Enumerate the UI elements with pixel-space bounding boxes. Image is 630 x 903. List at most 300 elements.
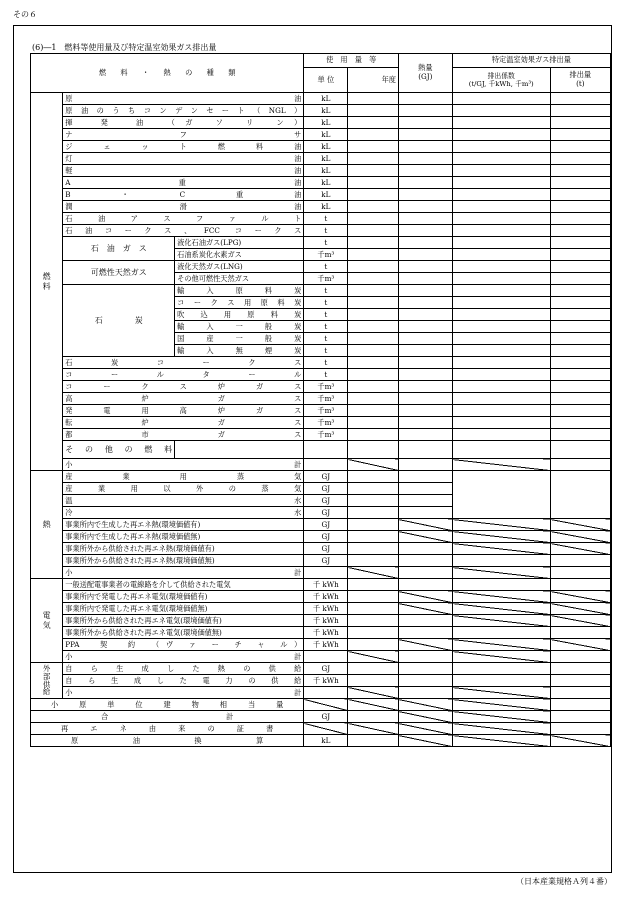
row-unit: GJ <box>304 483 348 495</box>
factor-cell[interactable] <box>452 381 550 393</box>
emission-cell[interactable] <box>550 345 610 357</box>
row-label: 軽 油 <box>63 165 304 177</box>
disabled-cell <box>452 687 550 699</box>
amount-cell[interactable] <box>348 591 399 603</box>
factor-cell[interactable] <box>452 333 550 345</box>
emission-cell[interactable] <box>550 567 610 579</box>
amount-cell[interactable] <box>348 639 399 651</box>
row-label: 自 ら 生 成 し た 電 力 の 供 給 <box>63 675 304 687</box>
emission-cell[interactable] <box>550 201 610 213</box>
amount-cell[interactable] <box>348 165 399 177</box>
amount-cell[interactable] <box>348 519 399 531</box>
row-label: 石 炭 コ ー ク ス <box>63 357 304 369</box>
row-label: 温 水 <box>63 495 304 507</box>
row-unit <box>304 651 348 663</box>
disabled-cell <box>550 591 610 603</box>
row-label: 再 エ ネ 由 来 の 証 書 <box>31 723 304 735</box>
heat-cell[interactable] <box>398 567 452 579</box>
amount-cell[interactable] <box>348 627 399 639</box>
group-electricity: 電 気 <box>31 579 63 663</box>
emission-cell[interactable] <box>550 429 610 441</box>
factor-cell[interactable] <box>452 189 550 201</box>
amount-cell[interactable] <box>348 531 399 543</box>
row-unit[interactable] <box>304 441 348 459</box>
emission-cell[interactable] <box>550 663 610 675</box>
factor-cell[interactable] <box>452 237 550 249</box>
row-unit: t <box>304 321 348 333</box>
disabled-cell <box>348 459 399 471</box>
factor-cell[interactable] <box>452 153 550 165</box>
row-unit: kL <box>304 189 348 201</box>
heat-cell[interactable] <box>398 393 452 405</box>
row-unit: kL <box>304 177 348 189</box>
row-label: 産 業 用 以 外 の 蒸 気 <box>63 483 304 495</box>
emission-cell[interactable] <box>550 555 610 567</box>
row-label: 合 計 <box>31 711 304 723</box>
factor-cell[interactable] <box>452 417 550 429</box>
disabled-cell <box>398 723 452 735</box>
amount-cell[interactable] <box>348 129 399 141</box>
amount-cell[interactable] <box>348 369 399 381</box>
emission-cell[interactable] <box>550 459 610 471</box>
heat-cell[interactable] <box>398 117 452 129</box>
heat-cell[interactable] <box>398 285 452 297</box>
amount-cell[interactable] <box>348 711 399 723</box>
factor-cell[interactable] <box>452 273 550 285</box>
row-unit: t <box>304 309 348 321</box>
amount-cell[interactable] <box>348 261 399 273</box>
heat-cell[interactable] <box>398 687 452 699</box>
amount-cell[interactable] <box>348 201 399 213</box>
emission-cell[interactable] <box>550 297 610 309</box>
disabled-cell <box>550 603 610 615</box>
row-label: 事業所外から供給された再エネ電気(環境価値無) <box>63 627 304 639</box>
emission-cell[interactable] <box>550 441 610 459</box>
factor-cell[interactable] <box>452 297 550 309</box>
emission-cell[interactable] <box>550 177 610 189</box>
row-label: 事業所外から供給された再エネ電気(環境価値有) <box>63 615 304 627</box>
row-unit: kL <box>304 141 348 153</box>
row-unit: t <box>304 225 348 237</box>
emission-cell[interactable] <box>550 321 610 333</box>
heat-cell[interactable] <box>398 381 452 393</box>
heat-cell[interactable] <box>398 333 452 345</box>
amount-cell[interactable] <box>348 333 399 345</box>
amount-cell[interactable] <box>348 189 399 201</box>
row-label: 潤 滑 油 <box>63 201 304 213</box>
factor-cell[interactable] <box>452 663 550 675</box>
amount-cell[interactable] <box>348 381 399 393</box>
row-unit: GJ <box>304 663 348 675</box>
amount-cell[interactable] <box>348 309 399 321</box>
amount-cell[interactable] <box>348 237 399 249</box>
row-unit: 千 kWh <box>304 603 348 615</box>
factor-cell[interactable] <box>452 261 550 273</box>
heat-cell[interactable] <box>398 459 452 471</box>
row-label: 自 ら 生 成 し た 熱 の 供 給 <box>63 663 304 675</box>
factor-cell[interactable] <box>452 555 550 567</box>
heat-cell[interactable] <box>398 105 452 117</box>
disabled-cell <box>452 519 550 531</box>
amount-cell[interactable] <box>348 495 399 507</box>
heat-cell[interactable] <box>398 201 452 213</box>
emission-cell[interactable] <box>550 627 610 639</box>
disabled-cell <box>398 603 452 615</box>
factor-cell[interactable] <box>452 225 550 237</box>
amount-cell[interactable] <box>348 249 399 261</box>
row-unit: kL <box>304 129 348 141</box>
row-label: ジ ェ ッ ト 燃 料 油 <box>63 141 304 153</box>
factor-cell[interactable] <box>452 117 550 129</box>
emission-cell[interactable] <box>550 165 610 177</box>
group-fuel: 燃 料 <box>31 93 63 471</box>
group-natural-gas: 可燃性天然ガス <box>63 261 175 285</box>
row-unit <box>304 567 348 579</box>
disabled-cell <box>304 699 348 711</box>
row-label: コ ー ル タ ー ル <box>63 369 304 381</box>
row-label: 都 市 ガ ス <box>63 429 304 441</box>
factor-cell[interactable] <box>452 441 550 459</box>
disabled-cell <box>304 723 348 735</box>
disabled-cell <box>550 519 610 531</box>
heat-cell[interactable] <box>398 579 452 591</box>
header-unit: 単 位 <box>304 68 348 93</box>
header-year: 年度 <box>348 68 399 93</box>
factor-cell[interactable] <box>452 105 550 117</box>
disabled-cell <box>452 591 550 603</box>
disabled-cell <box>348 567 399 579</box>
heat-cell[interactable] <box>398 441 452 459</box>
amount-cell[interactable] <box>348 543 399 555</box>
amount-cell[interactable] <box>348 153 399 165</box>
emission-cell[interactable] <box>550 417 610 429</box>
disabled-cell <box>452 615 550 627</box>
emission-cell[interactable] <box>550 261 610 273</box>
heat-cell[interactable] <box>398 405 452 417</box>
heat-cell[interactable] <box>398 225 452 237</box>
amount-cell[interactable] <box>348 117 399 129</box>
emission-cell[interactable] <box>550 237 610 249</box>
emission-cell[interactable] <box>550 723 610 735</box>
row-unit: GJ <box>304 543 348 555</box>
emission-cell[interactable] <box>550 357 610 369</box>
disabled-cell <box>398 735 452 747</box>
amount-cell[interactable] <box>348 663 399 675</box>
disabled-cell <box>550 543 610 555</box>
amount-cell[interactable] <box>348 345 399 357</box>
emission-cell[interactable] <box>550 105 610 117</box>
amount-cell[interactable] <box>348 507 399 519</box>
row-label: 液化天然ガス(LNG) <box>175 261 304 273</box>
section-title: (6)―1 燃料等使用量及び特定温室効果ガス排出量 <box>32 43 217 52</box>
factor-cell[interactable] <box>452 129 550 141</box>
heat-cell[interactable] <box>398 543 452 555</box>
row-label: 冷 水 <box>63 507 304 519</box>
disabled-cell <box>348 687 399 699</box>
amount-cell[interactable] <box>348 579 399 591</box>
emission-cell[interactable] <box>550 141 610 153</box>
disabled-cell <box>452 459 550 471</box>
row-label: 石油コークス、FCC コークス <box>63 225 304 237</box>
row-label: 小 計 <box>63 651 304 663</box>
row-label: 国 産 一 般 炭 <box>175 333 304 345</box>
disabled-cell <box>398 591 452 603</box>
row-unit: 千m³ <box>304 273 348 285</box>
amount-cell[interactable] <box>348 93 399 105</box>
row-label: 事業所内で生成した再エネ熱(環境価値有) <box>63 519 304 531</box>
factor-cell[interactable] <box>452 309 550 321</box>
row-label: 揮 発 油 （ガ ソ リ ン） <box>63 117 304 129</box>
row-unit: 千 kWh <box>304 591 348 603</box>
row-unit: GJ <box>304 531 348 543</box>
emission-cell[interactable] <box>550 285 610 297</box>
factor-cell[interactable] <box>452 627 550 639</box>
amount-cell[interactable] <box>348 555 399 567</box>
row-unit: t <box>304 369 348 381</box>
amount-cell[interactable] <box>348 177 399 189</box>
factor-cell[interactable] <box>452 165 550 177</box>
amount-cell[interactable] <box>348 225 399 237</box>
header-ghg: 特定温室効果ガス排出量 <box>452 54 610 68</box>
emission-cell[interactable] <box>550 711 610 723</box>
row-unit: t <box>304 237 348 249</box>
disabled-cell <box>550 531 610 543</box>
row-label: 石油系炭化水素ガス <box>175 249 304 261</box>
factor-cell[interactable] <box>452 249 550 261</box>
factor-cell[interactable] <box>452 321 550 333</box>
row-unit: kL <box>304 165 348 177</box>
emission-cell[interactable] <box>550 93 610 105</box>
heat-cell[interactable] <box>398 249 452 261</box>
amount-cell[interactable] <box>348 429 399 441</box>
row-label: PPA 契 約 （ヴ ァ ー チ ャ ル） <box>63 639 304 651</box>
emission-cell[interactable] <box>550 651 610 663</box>
emission-cell[interactable] <box>550 687 610 699</box>
amount-cell[interactable] <box>348 483 399 495</box>
factor-cell[interactable] <box>452 285 550 297</box>
disabled-cell <box>398 531 452 543</box>
factor-cell[interactable] <box>452 141 550 153</box>
emission-cell[interactable] <box>550 369 610 381</box>
heat-cell[interactable] <box>398 429 452 441</box>
other-fuel-name-cell[interactable] <box>175 441 304 459</box>
heat-cell[interactable] <box>398 663 452 675</box>
heat-cell[interactable] <box>398 177 452 189</box>
row-unit: GJ <box>304 555 348 567</box>
row-unit: kL <box>304 117 348 129</box>
factor-cell[interactable] <box>452 471 550 519</box>
heat-cell[interactable] <box>398 507 452 519</box>
emission-cell[interactable] <box>550 675 610 687</box>
heat-cell[interactable] <box>398 237 452 249</box>
emission-cell[interactable] <box>550 393 610 405</box>
emission-cell[interactable] <box>550 381 610 393</box>
heat-cell[interactable] <box>398 273 452 285</box>
row-unit: 千 kWh <box>304 675 348 687</box>
group-heat: 熱 <box>31 471 63 579</box>
amount-cell[interactable] <box>348 393 399 405</box>
row-unit: 千m³ <box>304 249 348 261</box>
factor-cell[interactable] <box>452 393 550 405</box>
heat-cell[interactable] <box>398 345 452 357</box>
factor-cell[interactable] <box>452 429 550 441</box>
heat-cell[interactable] <box>398 471 452 483</box>
heat-cell[interactable] <box>398 417 452 429</box>
disabled-cell <box>348 699 399 711</box>
amount-cell[interactable] <box>348 603 399 615</box>
heat-cell[interactable] <box>398 309 452 321</box>
heat-cell[interactable] <box>398 675 452 687</box>
fuel-emissions-table <box>30 53 611 747</box>
emission-cell[interactable] <box>550 153 610 165</box>
heat-cell[interactable] <box>398 213 452 225</box>
amount-cell[interactable] <box>348 297 399 309</box>
factor-cell[interactable] <box>452 369 550 381</box>
heat-cell[interactable] <box>398 321 452 333</box>
page-number: その６ <box>13 10 37 19</box>
amount-cell[interactable] <box>348 675 399 687</box>
row-label: 転 炉 ガ ス <box>63 417 304 429</box>
emission-cell[interactable] <box>550 189 610 201</box>
amount-cell[interactable] <box>348 441 399 459</box>
factor-cell[interactable] <box>452 177 550 189</box>
row-unit: t <box>304 213 348 225</box>
heat-cell[interactable] <box>398 651 452 663</box>
row-label: 輸 入 原 料 炭 <box>175 285 304 297</box>
row-label: コークス用原料炭 <box>175 297 304 309</box>
heat-cell[interactable] <box>398 357 452 369</box>
factor-cell[interactable] <box>452 93 550 105</box>
emission-cell[interactable] <box>550 579 610 591</box>
disabled-cell <box>398 711 452 723</box>
row-unit: 千m³ <box>304 381 348 393</box>
header-usage: 使 用 量 等 <box>304 54 399 68</box>
row-unit: GJ <box>304 507 348 519</box>
row-unit: 千m³ <box>304 417 348 429</box>
row-label: 原 油 換 算 <box>31 735 304 747</box>
row-label: ナ フ サ <box>63 129 304 141</box>
emission-cell[interactable] <box>550 213 610 225</box>
row-label: 石 油 ア ス フ ァ ル ト <box>63 213 304 225</box>
row-unit: kL <box>304 201 348 213</box>
disabled-cell <box>452 567 550 579</box>
heat-cell[interactable] <box>398 555 452 567</box>
amount-cell[interactable] <box>348 141 399 153</box>
row-label: 事業所外から供給された再エネ熱(環境価値無) <box>63 555 304 567</box>
heat-cell[interactable] <box>398 483 452 495</box>
emission-cell[interactable] <box>550 333 610 345</box>
row-unit: GJ <box>304 711 348 723</box>
emission-cell[interactable] <box>550 129 610 141</box>
amount-cell[interactable] <box>348 615 399 627</box>
heat-cell[interactable] <box>398 369 452 381</box>
row-label: その他可燃性天然ガス <box>175 273 304 285</box>
disabled-cell <box>452 699 550 711</box>
amount-cell[interactable] <box>348 735 399 747</box>
row-label: 事業所内で発電した再エネ電気(環境価値有) <box>63 591 304 603</box>
row-unit: GJ <box>304 471 348 483</box>
amount-cell[interactable] <box>348 471 399 483</box>
heat-cell[interactable] <box>398 129 452 141</box>
row-unit: t <box>304 333 348 345</box>
emission-cell[interactable] <box>550 249 610 261</box>
heat-cell[interactable] <box>398 189 452 201</box>
emission-cell[interactable] <box>550 309 610 321</box>
row-unit: 千 kWh <box>304 615 348 627</box>
row-unit: t <box>304 357 348 369</box>
row-label: そ の 他 の 燃 料 <box>63 441 175 459</box>
amount-cell[interactable] <box>348 285 399 297</box>
group-external-supply: 外 部 供 給 <box>31 663 63 699</box>
heat-cell[interactable] <box>398 261 452 273</box>
emission-cell[interactable] <box>550 273 610 285</box>
row-label: 小 計 <box>63 687 304 699</box>
amount-cell[interactable] <box>348 273 399 285</box>
row-unit: kL <box>304 735 348 747</box>
header-kind: 燃 料 ・ 熱 の 種 類 <box>31 54 304 93</box>
header-heat: 熱量 (GJ) <box>398 54 452 93</box>
row-label: 高 炉 ガ ス <box>63 393 304 405</box>
emission-cell[interactable] <box>550 117 610 129</box>
disabled-cell <box>452 603 550 615</box>
amount-cell[interactable] <box>348 213 399 225</box>
row-unit <box>304 687 348 699</box>
heat-cell[interactable] <box>398 141 452 153</box>
row-label: 吹 込 用 原 料 炭 <box>175 309 304 321</box>
heat-cell[interactable] <box>398 153 452 165</box>
row-label: 小 計 <box>63 459 304 471</box>
emission-cell[interactable] <box>550 225 610 237</box>
amount-cell[interactable] <box>348 357 399 369</box>
factor-cell[interactable] <box>452 675 550 687</box>
heat-cell[interactable] <box>398 615 452 627</box>
heat-cell[interactable] <box>398 495 452 507</box>
amount-cell[interactable] <box>348 405 399 417</box>
row-unit: t <box>304 345 348 357</box>
row-label: 小 原 単 位 建 物 相 当 量 <box>31 699 304 711</box>
heat-cell[interactable] <box>398 297 452 309</box>
emission-cell[interactable] <box>550 471 610 519</box>
factor-cell[interactable] <box>452 201 550 213</box>
amount-cell[interactable] <box>348 321 399 333</box>
heat-cell[interactable] <box>398 93 452 105</box>
emission-cell[interactable] <box>550 699 610 711</box>
row-label: コ ー ク ス 炉 ガ ス <box>63 381 304 393</box>
row-label: 事業所外から供給された再エネ熱(環境価値有) <box>63 543 304 555</box>
amount-cell[interactable] <box>348 417 399 429</box>
factor-cell[interactable] <box>452 357 550 369</box>
factor-cell[interactable] <box>452 579 550 591</box>
factor-cell[interactable] <box>452 405 550 417</box>
factor-cell[interactable] <box>452 345 550 357</box>
row-unit: t <box>304 261 348 273</box>
row-label: 原 油 <box>63 93 304 105</box>
factor-cell[interactable] <box>452 213 550 225</box>
row-unit: 千 kWh <box>304 639 348 651</box>
row-label: 事業所内で発電した再エネ電気(環境価値無) <box>63 603 304 615</box>
disabled-cell <box>452 651 550 663</box>
heat-cell[interactable] <box>398 627 452 639</box>
amount-cell[interactable] <box>348 105 399 117</box>
heat-cell[interactable] <box>398 165 452 177</box>
group-lpg: 石 油 ガ ス <box>63 237 175 261</box>
row-unit: 千 kWh <box>304 627 348 639</box>
disabled-cell <box>452 543 550 555</box>
row-label: 事業所内で生成した再エネ熱(環境価値無) <box>63 531 304 543</box>
row-label: 灯 油 <box>63 153 304 165</box>
row-label: 産 業 用 蒸 気 <box>63 471 304 483</box>
emission-cell[interactable] <box>550 405 610 417</box>
